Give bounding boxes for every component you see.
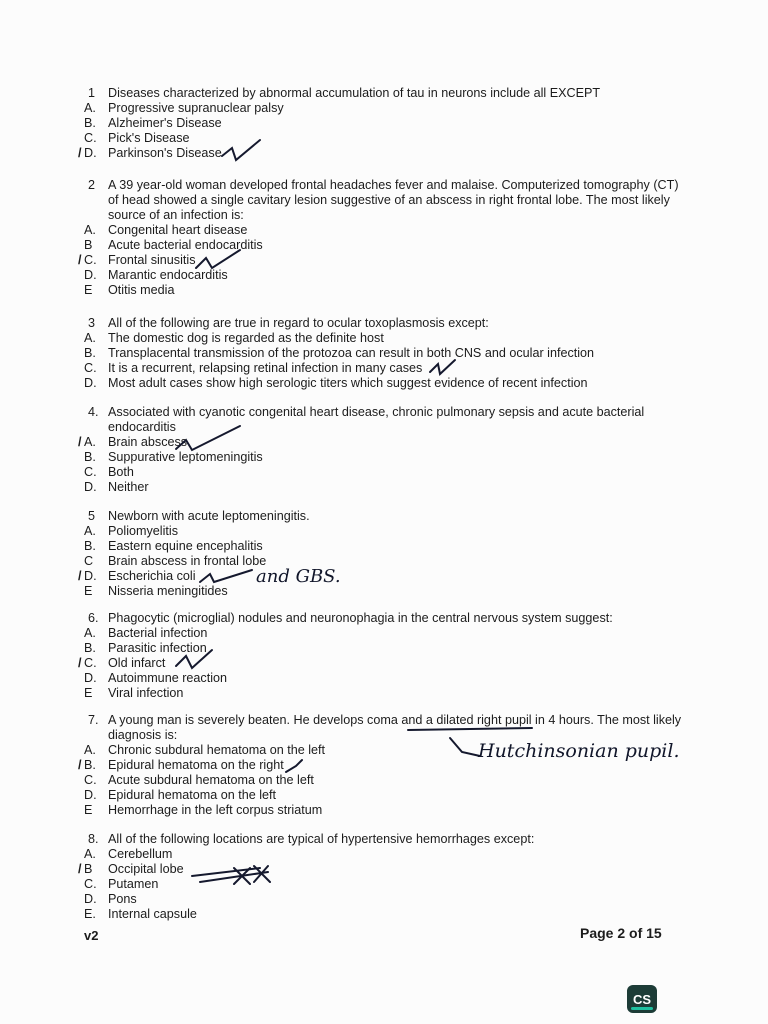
option-text: Viral infection (108, 686, 184, 700)
question-text: A 39 year-old woman developed frontal headaches fever and malaise. Computerized tomography (CT) of head showed a single cavitary lesion suggestive of an abscess in right frontal lobe. The most likely source of an infection is: (108, 178, 679, 222)
option-letter: D. (84, 671, 97, 685)
checkmark-icon (196, 250, 240, 268)
question-number: 7. (88, 713, 99, 727)
handwritten-note-gbs: and GBS. (256, 566, 341, 587)
option-letter: C. (84, 361, 97, 375)
option-text: The domestic dog is regarded as the definite host (108, 331, 384, 345)
option-text: Parasitic infection (108, 641, 207, 655)
option-letter: E (84, 283, 93, 297)
question-number: 4. (88, 405, 99, 419)
option-letter: A. (84, 331, 96, 345)
option-letter: D. (84, 146, 97, 160)
logo-bar (631, 1007, 653, 1010)
checkmark-icon (176, 650, 212, 668)
option-letter: A. (84, 743, 96, 757)
option-letter: E. (84, 907, 96, 921)
camscanner-logo (627, 985, 657, 1013)
question-number: 8. (88, 832, 99, 846)
option-letter: A. (84, 626, 96, 640)
option-letter: C. (84, 656, 97, 670)
option-letter: B. (84, 450, 96, 464)
answer-mark-icon: / (78, 569, 82, 583)
option-letter: A. (84, 847, 96, 861)
option-text: Suppurative leptomeningitis (108, 450, 263, 464)
underline-pupil (408, 728, 532, 730)
option-text: Hemorrhage in the left corpus striatum (108, 803, 323, 817)
option-letter: A. (84, 101, 96, 115)
question-text: All of the following locations are typical of hypertensive hemorrhages except: (108, 832, 535, 846)
answer-mark-icon: / (78, 253, 82, 267)
option-text: Poliomyelitis (108, 524, 178, 538)
option-letter: B. (84, 346, 96, 360)
option-text: Most adult cases show high serologic titers which suggest evidence of recent infection (108, 376, 588, 390)
option-letter: A. (84, 435, 96, 449)
option-text: Old infarct (108, 656, 166, 670)
option-text: Neither (108, 480, 149, 494)
option-text: Brain abscess (108, 435, 188, 449)
option-text: Acute bacterial endocarditis (108, 238, 263, 252)
option-text: Pons (108, 892, 137, 906)
answer-mark-icon: / (78, 656, 82, 670)
option-letter: B. (84, 539, 96, 553)
answer-mark-icon: / (78, 435, 82, 449)
option-letter: D. (84, 892, 97, 906)
option-text: Alzheimer's Disease (108, 116, 222, 130)
option-letter: C. (84, 253, 97, 267)
question-text: Diseases characterized by abnormal accumulation of tau in neurons include all EXCEPT (108, 86, 601, 100)
option-letter: B. (84, 116, 96, 130)
option-text: Marantic endocarditis (108, 268, 228, 282)
option-letter: C. (84, 877, 97, 891)
question-text: Newborn with acute leptomeningitis. (108, 509, 310, 523)
question-text: All of the following are true in regard to ocular toxoplasmosis except: (108, 316, 489, 330)
option-letter: A. (84, 223, 96, 237)
checkmark-icon (286, 760, 302, 772)
checkmark-icon (222, 140, 260, 160)
option-letter: B (84, 238, 93, 252)
option-letter: D. (84, 376, 97, 390)
option-text: Internal capsule (108, 907, 197, 921)
option-text: Transplacental transmission of the protozoa can result in both CNS and ocular infection (108, 346, 595, 360)
option-letter: D. (84, 268, 97, 282)
option-letter: D. (84, 569, 97, 583)
arrow-pupil (450, 738, 480, 756)
option-letter: C. (84, 131, 97, 145)
option-text: Autoimmune reaction (108, 671, 228, 685)
answer-mark-icon: / (78, 862, 82, 876)
option-letter: C. (84, 773, 97, 787)
question-text: A young man is severely beaten. He develops coma and a dilated right pupil in 4 hours. The most likely diagnosis is: (108, 713, 682, 742)
option-letter: B. (84, 641, 96, 655)
option-text: Progressive supranuclear palsy (108, 101, 284, 115)
option-letter: B (84, 862, 93, 876)
option-text: Occipital lobe (108, 862, 184, 876)
option-text: Otitis media (108, 283, 175, 297)
option-letter: C. (84, 465, 97, 479)
question-number: 5 (88, 509, 96, 523)
question-number: 1 (88, 86, 96, 100)
option-text: It is a recurrent, relapsing retinal infection in many cases (108, 361, 423, 375)
option-text: Pick's Disease (108, 131, 190, 145)
question-number: 3 (88, 316, 96, 330)
option-letter: E (84, 584, 93, 598)
option-letter: D. (84, 480, 97, 494)
version-label: v2 (84, 928, 99, 943)
option-text: Chronic subdural hematoma on the left (108, 743, 326, 757)
option-letter: C (84, 554, 94, 568)
option-text: Brain abscess in frontal lobe (108, 554, 267, 568)
option-letter: E (84, 803, 93, 817)
logo-text: CS (632, 991, 652, 1007)
question-number: 2 (88, 178, 96, 192)
option-text: Congenital heart disease (108, 223, 248, 237)
option-letter: E (84, 686, 93, 700)
question-text: Phagocytic (microglial) nodules and neuronophagia in the central nervous system suggest: (108, 611, 613, 625)
question-text: Associated with cyanotic congenital heart disease, chronic pulmonary sepsis and acute bacterial endocarditis (108, 405, 645, 434)
handwritten-note-pupil: Hutchinsonian pupil. (478, 740, 680, 762)
option-text: Epidural hematoma on the left (108, 788, 277, 802)
page-number: Page 2 of 15 (580, 925, 662, 941)
checkmark-icon (200, 570, 252, 582)
option-letter: D. (84, 788, 97, 802)
answer-mark-icon: / (78, 146, 82, 160)
option-text: Nisseria meningitides (108, 584, 228, 598)
option-text: Frontal sinusitis (108, 253, 196, 267)
option-text: Acute subdural hematoma on the left (108, 773, 314, 787)
option-letter: B. (84, 758, 96, 772)
option-text: Putamen (108, 877, 159, 891)
option-text: Both (108, 465, 134, 479)
checkmark-icon (176, 426, 240, 450)
checkmark-icon (430, 360, 455, 374)
option-letter: A. (84, 524, 96, 538)
option-text: Escherichia coli (108, 569, 196, 583)
answer-mark-icon: / (78, 758, 82, 772)
option-text: Eastern equine encephalitis (108, 539, 263, 553)
option-text: Bacterial infection (108, 626, 208, 640)
option-text: Epidural hematoma on the right (108, 758, 284, 772)
question-number: 6. (88, 611, 99, 625)
option-text: Cerebellum (108, 847, 173, 861)
option-text: Parkinson's Disease (108, 146, 222, 160)
